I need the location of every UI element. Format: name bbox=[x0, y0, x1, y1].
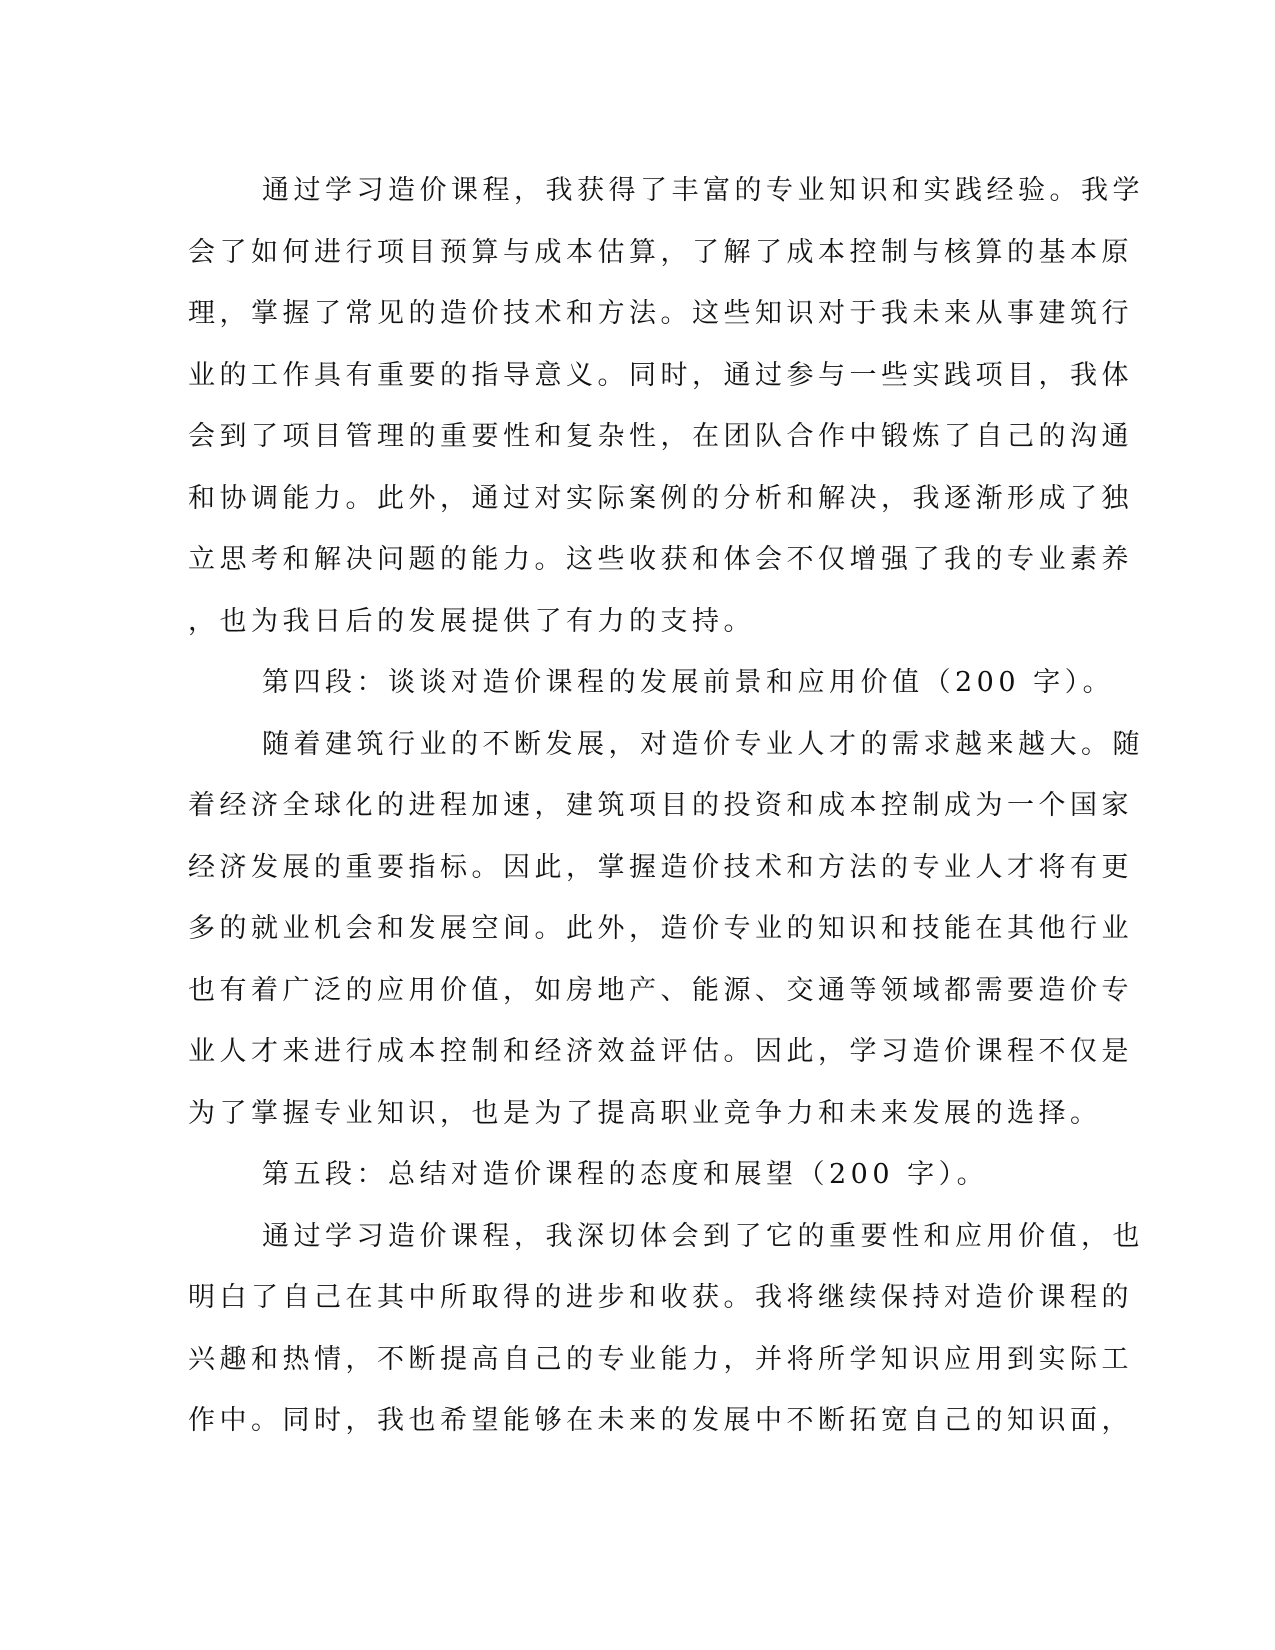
paragraph-3-line-4: 业的工作具有重要的指导意义。同时，通过参与一些实践项目，我体 bbox=[188, 359, 1133, 391]
paragraph-3-line-2: 会了如何进行项目预算与成本估算，了解了成本控制与核算的基本原 bbox=[188, 236, 1133, 268]
paragraph-3-line-1: 通过学习造价课程，我获得了丰富的专业知识和实践经验。我学 bbox=[262, 175, 1144, 206]
paragraph-3-line-7: 立思考和解决问题的能力。这些收获和体会不仅增强了我的专业素养 bbox=[188, 544, 1133, 575]
paragraph-4-line-2: 着经济全球化的进程加速，建筑项目的投资和成本控制成为一个国家 bbox=[188, 790, 1133, 821]
paragraph-5-line-2: 明白了自己在其中所取得的进步和收获。我将继续保持对造价课程的 bbox=[188, 1282, 1133, 1313]
paragraph-3-line-5: 会到了项目管理的重要性和复杂性，在团队合作中锻炼了自己的沟通 bbox=[188, 421, 1133, 452]
paragraph-4-line-4: 多的就业机会和发展空间。此外，造价专业的知识和技能在其他行业 bbox=[188, 913, 1133, 944]
paragraph-5-line-1: 通过学习造价课程，我深切体会到了它的重要性和应用价值，也 bbox=[262, 1220, 1144, 1252]
document-body bbox=[188, 160, 1144, 1452]
paragraph-3-line-3: 理，掌握了常见的造价技术和方法。这些知识对于我未来从事建筑行 bbox=[188, 298, 1133, 329]
paragraph-3-line-8: ，也为我日后的发展提供了有力的支持。 bbox=[188, 605, 755, 637]
paragraph-4-line-5: 也有着广泛的应用价值，如房地产、能源、交通等领域都需要造价专 bbox=[188, 974, 1133, 1006]
paragraph-4-line-1: 随着建筑行业的不断发展，对造价专业人才的需求越来越大。随 bbox=[262, 728, 1144, 760]
section-4-heading: 第四段：谈谈对造价课程的发展前景和应用价值（200 字）。 bbox=[262, 667, 1115, 698]
paragraph-4-line-3: 经济发展的重要指标。因此，掌握造价技术和方法的专业人才将有更 bbox=[188, 851, 1133, 883]
paragraph-4-line-6: 业人才来进行成本控制和经济效益评估。因此，学习造价课程不仅是 bbox=[188, 1036, 1133, 1067]
paragraph-5-line-3: 兴趣和热情，不断提高自己的专业能力，并将所学知识应用到实际工 bbox=[188, 1343, 1133, 1375]
paragraph-5-line-4: 作中。同时，我也希望能够在未来的发展中不断拓宽自己的知识面， bbox=[188, 1405, 1133, 1436]
paragraph-3-line-6: 和协调能力。此外，通过对实际案例的分析和解决，我逐渐形成了独 bbox=[188, 482, 1133, 514]
section-5-heading: 第五段：总结对造价课程的态度和展望（200 字）。 bbox=[262, 1159, 989, 1190]
paragraph-4-line-7: 为了掌握专业知识，也是为了提高职业竞争力和未来发展的选择。 bbox=[188, 1097, 1102, 1129]
